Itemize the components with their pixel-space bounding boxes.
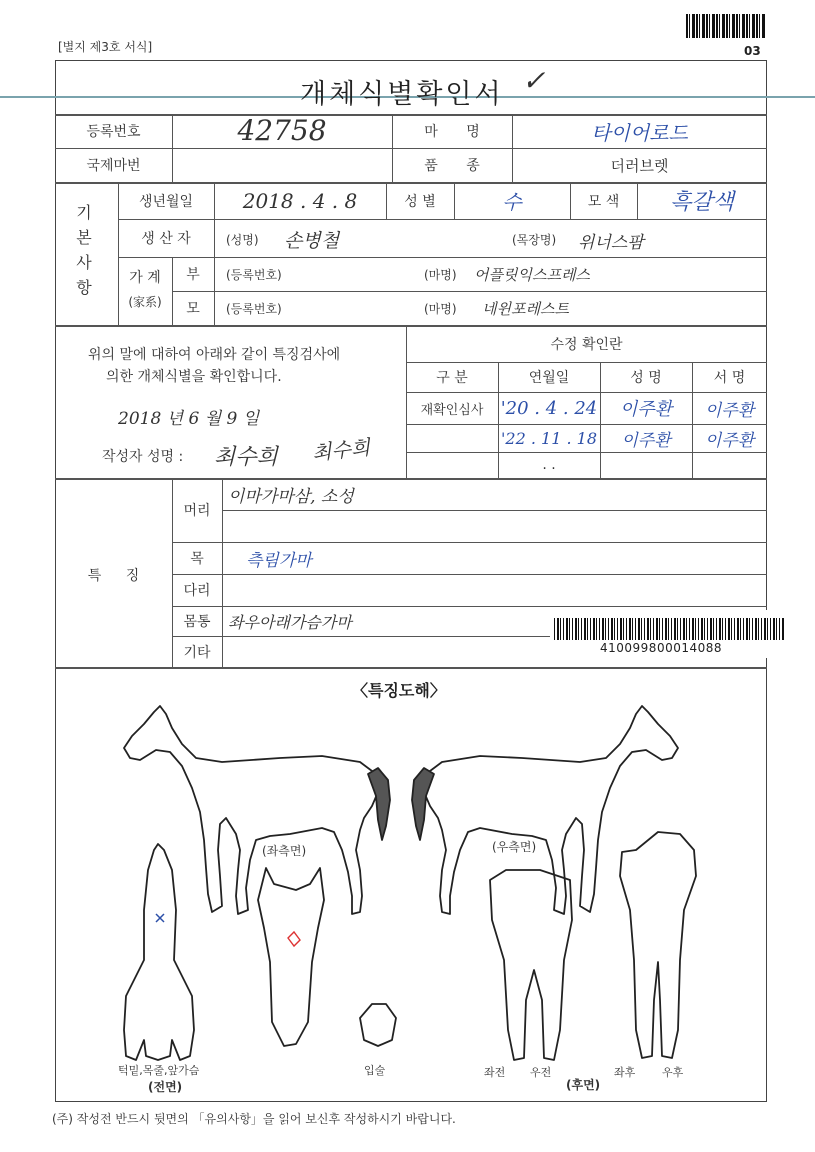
right-hind-label: 우후: [662, 1066, 684, 1079]
farm-name-hint: (목장명): [512, 233, 557, 247]
page-title: 개체식별확인서: [300, 79, 504, 110]
top-barcode: [686, 14, 766, 38]
title-check-mark: ✓: [522, 64, 546, 97]
rear-label: (후면): [566, 1078, 601, 1092]
author-name: 최수희: [214, 445, 278, 470]
reg-number-label: 등록번호: [86, 124, 141, 140]
coat-color-value: 흑갈색: [670, 190, 734, 215]
diagram-title: 〈특징도해〉: [352, 681, 446, 700]
dam-label: 모: [186, 301, 200, 317]
revision-row-date: '20 . 4 . 24: [500, 397, 598, 419]
feature-label-body: 몸통: [183, 614, 211, 630]
right-side-label: (우측면): [492, 840, 537, 854]
muzzle-label: 입술: [364, 1064, 386, 1077]
breed-value: 더러브렛: [610, 156, 669, 175]
revision-row-type: 재확인심사: [420, 402, 484, 418]
confirm-statement-line2: 의한 개체식별을 확인합니다.: [106, 369, 282, 385]
pedigree-label: 가 계: [129, 270, 161, 286]
barcode-sticker: [550, 610, 790, 658]
pedigree-hanja: (家系): [128, 294, 162, 309]
confirm-date: 2018 년 6 월 9 일: [118, 409, 260, 429]
horse-name-value: 타이어로드: [591, 120, 688, 145]
right-front-label: 우전: [530, 1066, 552, 1079]
farm-name-value: 위너스팜: [578, 233, 644, 253]
reg-number-value: 42758: [237, 113, 327, 147]
dam-name-value: 네윈포레스트: [482, 300, 569, 318]
horse-diagram: [60, 700, 765, 1100]
left-front-label: 좌전: [484, 1066, 506, 1079]
revision-row-date: . .: [542, 457, 556, 473]
muzzle: [360, 1004, 396, 1046]
right-side-horse: [424, 706, 678, 914]
left-hind-label: 좌후: [614, 1066, 636, 1079]
footer-note: (주) 작성전 반드시 뒷면의 「유의사항」을 읽어 보신후 작성하시기 바랍니다.: [52, 1112, 456, 1126]
features-section-label: 특 징: [87, 568, 140, 584]
intl-number-value: [172, 148, 392, 182]
left-side-label: (좌측면): [262, 844, 307, 858]
coat-color-label: 모 색: [587, 193, 620, 210]
basic-info-section-label: 기 본 사 항: [76, 203, 92, 297]
page-number: 03: [744, 44, 761, 58]
feature-label-legs: 다리: [183, 583, 211, 599]
front-head: [258, 868, 324, 1046]
front-legs-view: [490, 870, 572, 1060]
sex-value: 수: [502, 190, 522, 214]
breed-label: 품 종: [424, 158, 480, 174]
revision-header-date: 연월일: [528, 370, 570, 386]
breeder-name-value: 손병철: [284, 230, 340, 252]
feature-label-other: 기타: [183, 644, 211, 661]
sex-label: 성 별: [404, 193, 436, 210]
revision-row-sign: 이주환: [704, 400, 755, 421]
front-caption: 턱밑,목줄,앞가슴: [118, 1064, 200, 1077]
sire-name-hint: (마명): [424, 268, 457, 282]
revision-header-name: 성 명: [630, 370, 662, 386]
neck-whorl-mark: [156, 914, 164, 922]
horse-name-label: 마 명: [424, 124, 480, 140]
revision-header-type: 구 분: [436, 370, 468, 386]
confirm-statement-line1: 위의 말에 대하여 아래와 같이 특징검사에: [88, 347, 341, 363]
feature-label-neck: 목: [190, 551, 204, 567]
author-label: 작성자 성명 :: [102, 449, 184, 465]
barcode-number: 410099800014088: [600, 641, 723, 655]
revision-row-date: '22 . 11 . 18: [501, 428, 597, 448]
front-view-horse: [124, 844, 194, 1060]
head-whorl-mark: [288, 932, 300, 946]
feature-value-body: 좌우아래가슴가마: [228, 613, 352, 632]
revision-title: 수정 확인란: [550, 336, 623, 353]
sire-reg-hint: (등록번호): [226, 268, 282, 282]
barcode: [554, 618, 784, 640]
right-side-tail: [412, 768, 434, 840]
sire-name-value: 어플릿익스프레스: [474, 266, 590, 284]
feature-label-head: 머리: [183, 503, 211, 519]
revision-row-name: 이주환: [619, 399, 673, 420]
intl-number-label: 국제마번: [86, 158, 141, 174]
feature-value-neck: 측림가마: [246, 551, 312, 571]
left-side-horse: [124, 706, 378, 914]
revision-row-sign: 이주환: [704, 430, 755, 451]
revision-header-sign: 서 명: [713, 370, 746, 386]
form-number: [별지 제3호 서식]: [58, 40, 153, 54]
breeder-label: 생 산 자: [141, 231, 191, 247]
feature-value-head: 이마가마삼, 소성: [228, 487, 354, 507]
dam-name-hint: (마명): [424, 302, 457, 316]
dam-reg-hint: (등록번호): [226, 302, 282, 316]
dob-label: 생년월일: [138, 193, 194, 210]
front-label: (전면): [148, 1080, 183, 1094]
sire-label: 부: [186, 267, 200, 283]
author-signature: 최수희: [311, 435, 372, 465]
rear-view-horse: [620, 832, 696, 1058]
breeder-name-hint: (성명): [226, 233, 259, 247]
left-side-tail: [368, 768, 390, 840]
dob-value: 2018 . 4 . 8: [242, 188, 358, 213]
revision-row-name: 이주환: [621, 430, 671, 451]
